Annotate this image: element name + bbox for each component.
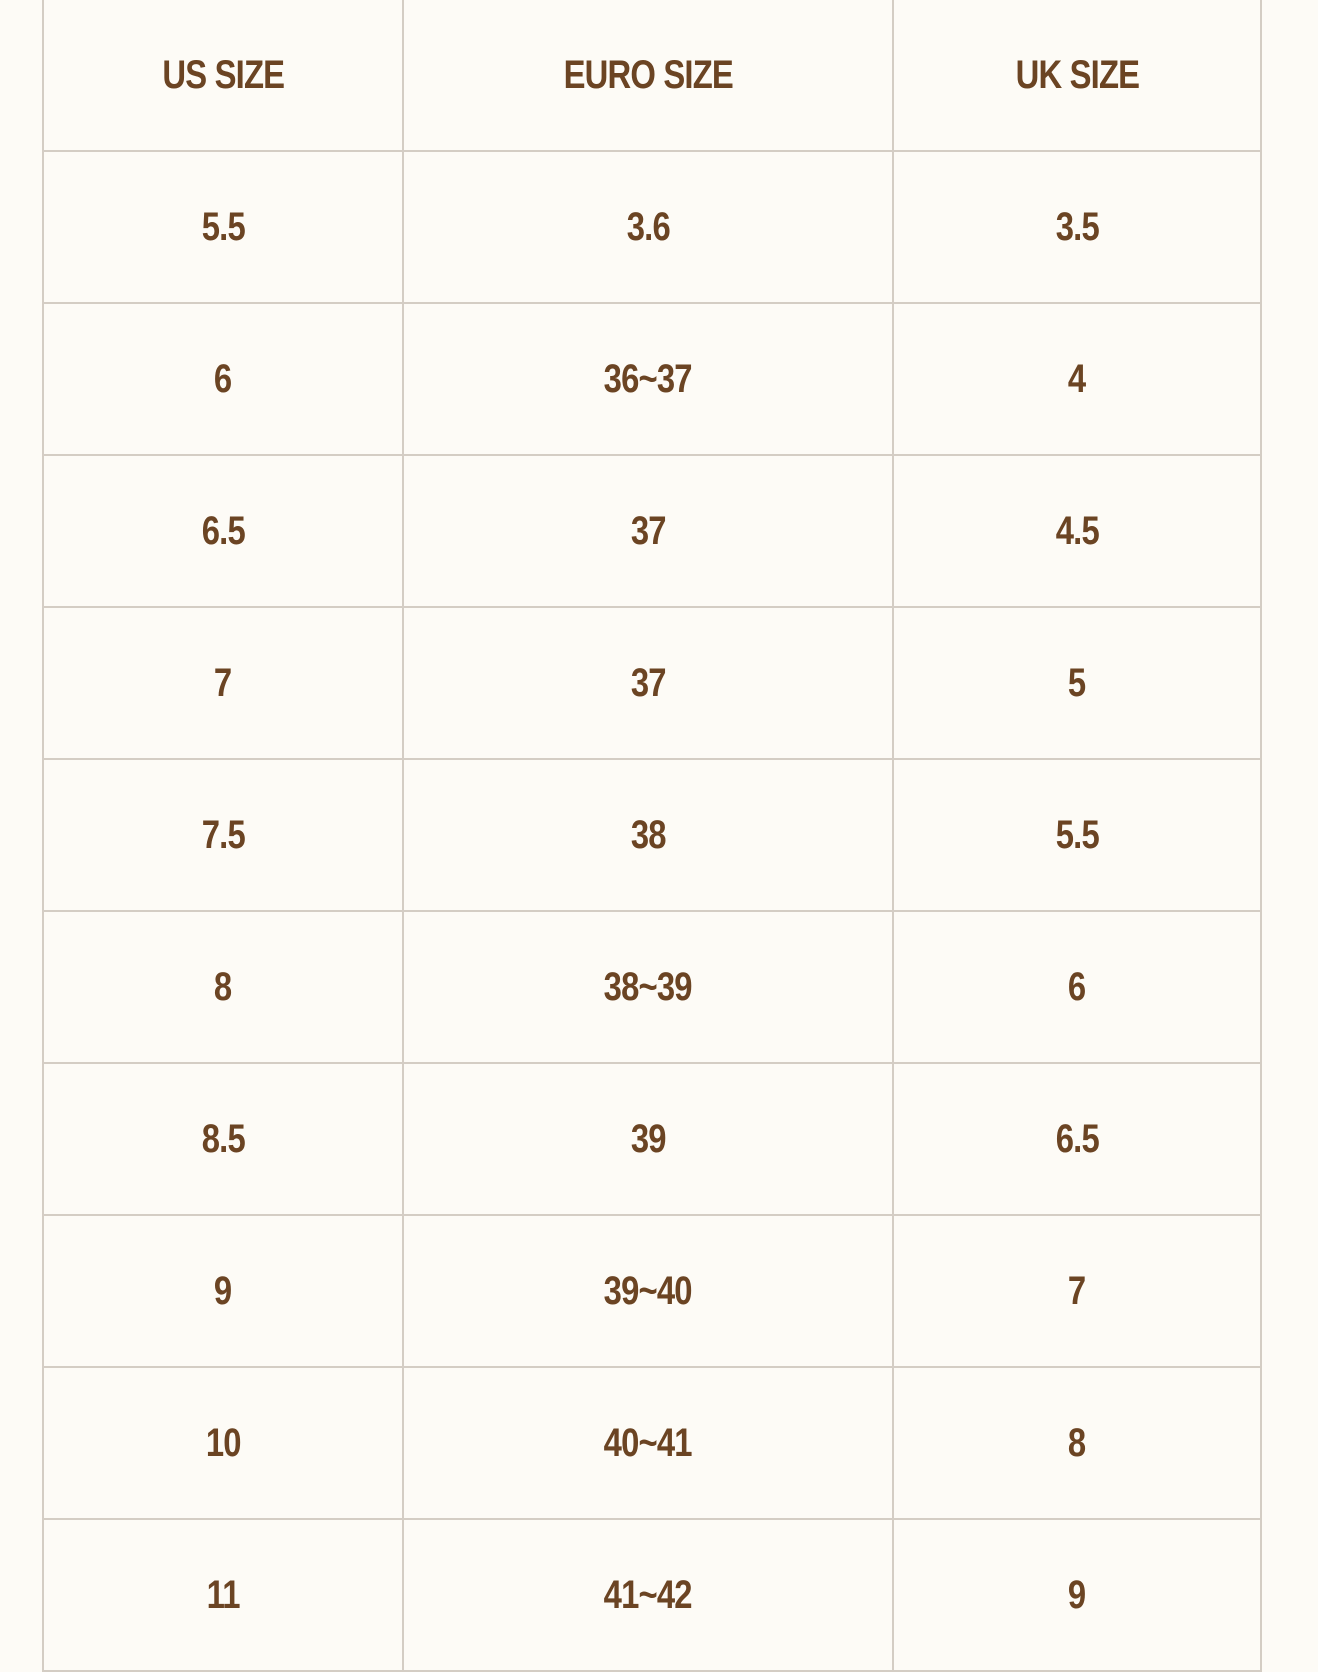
cell-uk-size: 5 bbox=[893, 607, 1261, 759]
table-row bbox=[43, 1063, 1261, 1215]
cell-euro-size: 36~37 bbox=[403, 303, 893, 455]
cell-uk-size: 4.5 bbox=[893, 455, 1261, 607]
cell-euro-size: 39 bbox=[403, 1063, 893, 1215]
table-row bbox=[43, 607, 1261, 759]
table-row bbox=[43, 303, 1261, 455]
cell-us-size: 5.5 bbox=[43, 151, 403, 303]
cell-uk-size: 6.5 bbox=[893, 1063, 1261, 1215]
cell-us-size: 11 bbox=[43, 1519, 403, 1671]
table-row bbox=[43, 759, 1261, 911]
cell-euro-size: 39~40 bbox=[403, 1215, 893, 1367]
cell-us-size: 6 bbox=[43, 303, 403, 455]
table-header-row bbox=[43, 0, 1261, 151]
cell-euro-size: 40~41 bbox=[403, 1367, 893, 1519]
cell-us-size: 10 bbox=[43, 1367, 403, 1519]
cell-euro-size: 38~39 bbox=[403, 911, 893, 1063]
cell-uk-size: 5.5 bbox=[893, 759, 1261, 911]
cell-euro-size: 37 bbox=[403, 607, 893, 759]
cell-euro-size: 37 bbox=[403, 455, 893, 607]
cell-euro-size: 38 bbox=[403, 759, 893, 911]
cell-us-size: 7.5 bbox=[43, 759, 403, 911]
table-row bbox=[43, 1519, 1261, 1671]
cell-uk-size: 6 bbox=[893, 911, 1261, 1063]
cell-uk-size: 3.5 bbox=[893, 151, 1261, 303]
cell-uk-size: 4 bbox=[893, 303, 1261, 455]
cell-us-size: 9 bbox=[43, 1215, 403, 1367]
header-uk-size: UK SIZE bbox=[893, 0, 1261, 151]
cell-uk-size: 7 bbox=[893, 1215, 1261, 1367]
table-row bbox=[43, 911, 1261, 1063]
size-chart-table bbox=[42, 0, 1262, 1672]
table-row bbox=[43, 1367, 1261, 1519]
cell-uk-size: 8 bbox=[893, 1367, 1261, 1519]
cell-us-size: 7 bbox=[43, 607, 403, 759]
cell-us-size: 6.5 bbox=[43, 455, 403, 607]
header-us-size: US SIZE bbox=[43, 0, 403, 151]
cell-euro-size: 3.6 bbox=[403, 151, 893, 303]
cell-euro-size: 41~42 bbox=[403, 1519, 893, 1671]
cell-us-size: 8.5 bbox=[43, 1063, 403, 1215]
cell-us-size: 8 bbox=[43, 911, 403, 1063]
cell-uk-size: 9 bbox=[893, 1519, 1261, 1671]
table-row bbox=[43, 1215, 1261, 1367]
header-euro-size: EURO SIZE bbox=[403, 0, 893, 151]
table-row bbox=[43, 151, 1261, 303]
table-row bbox=[43, 455, 1261, 607]
